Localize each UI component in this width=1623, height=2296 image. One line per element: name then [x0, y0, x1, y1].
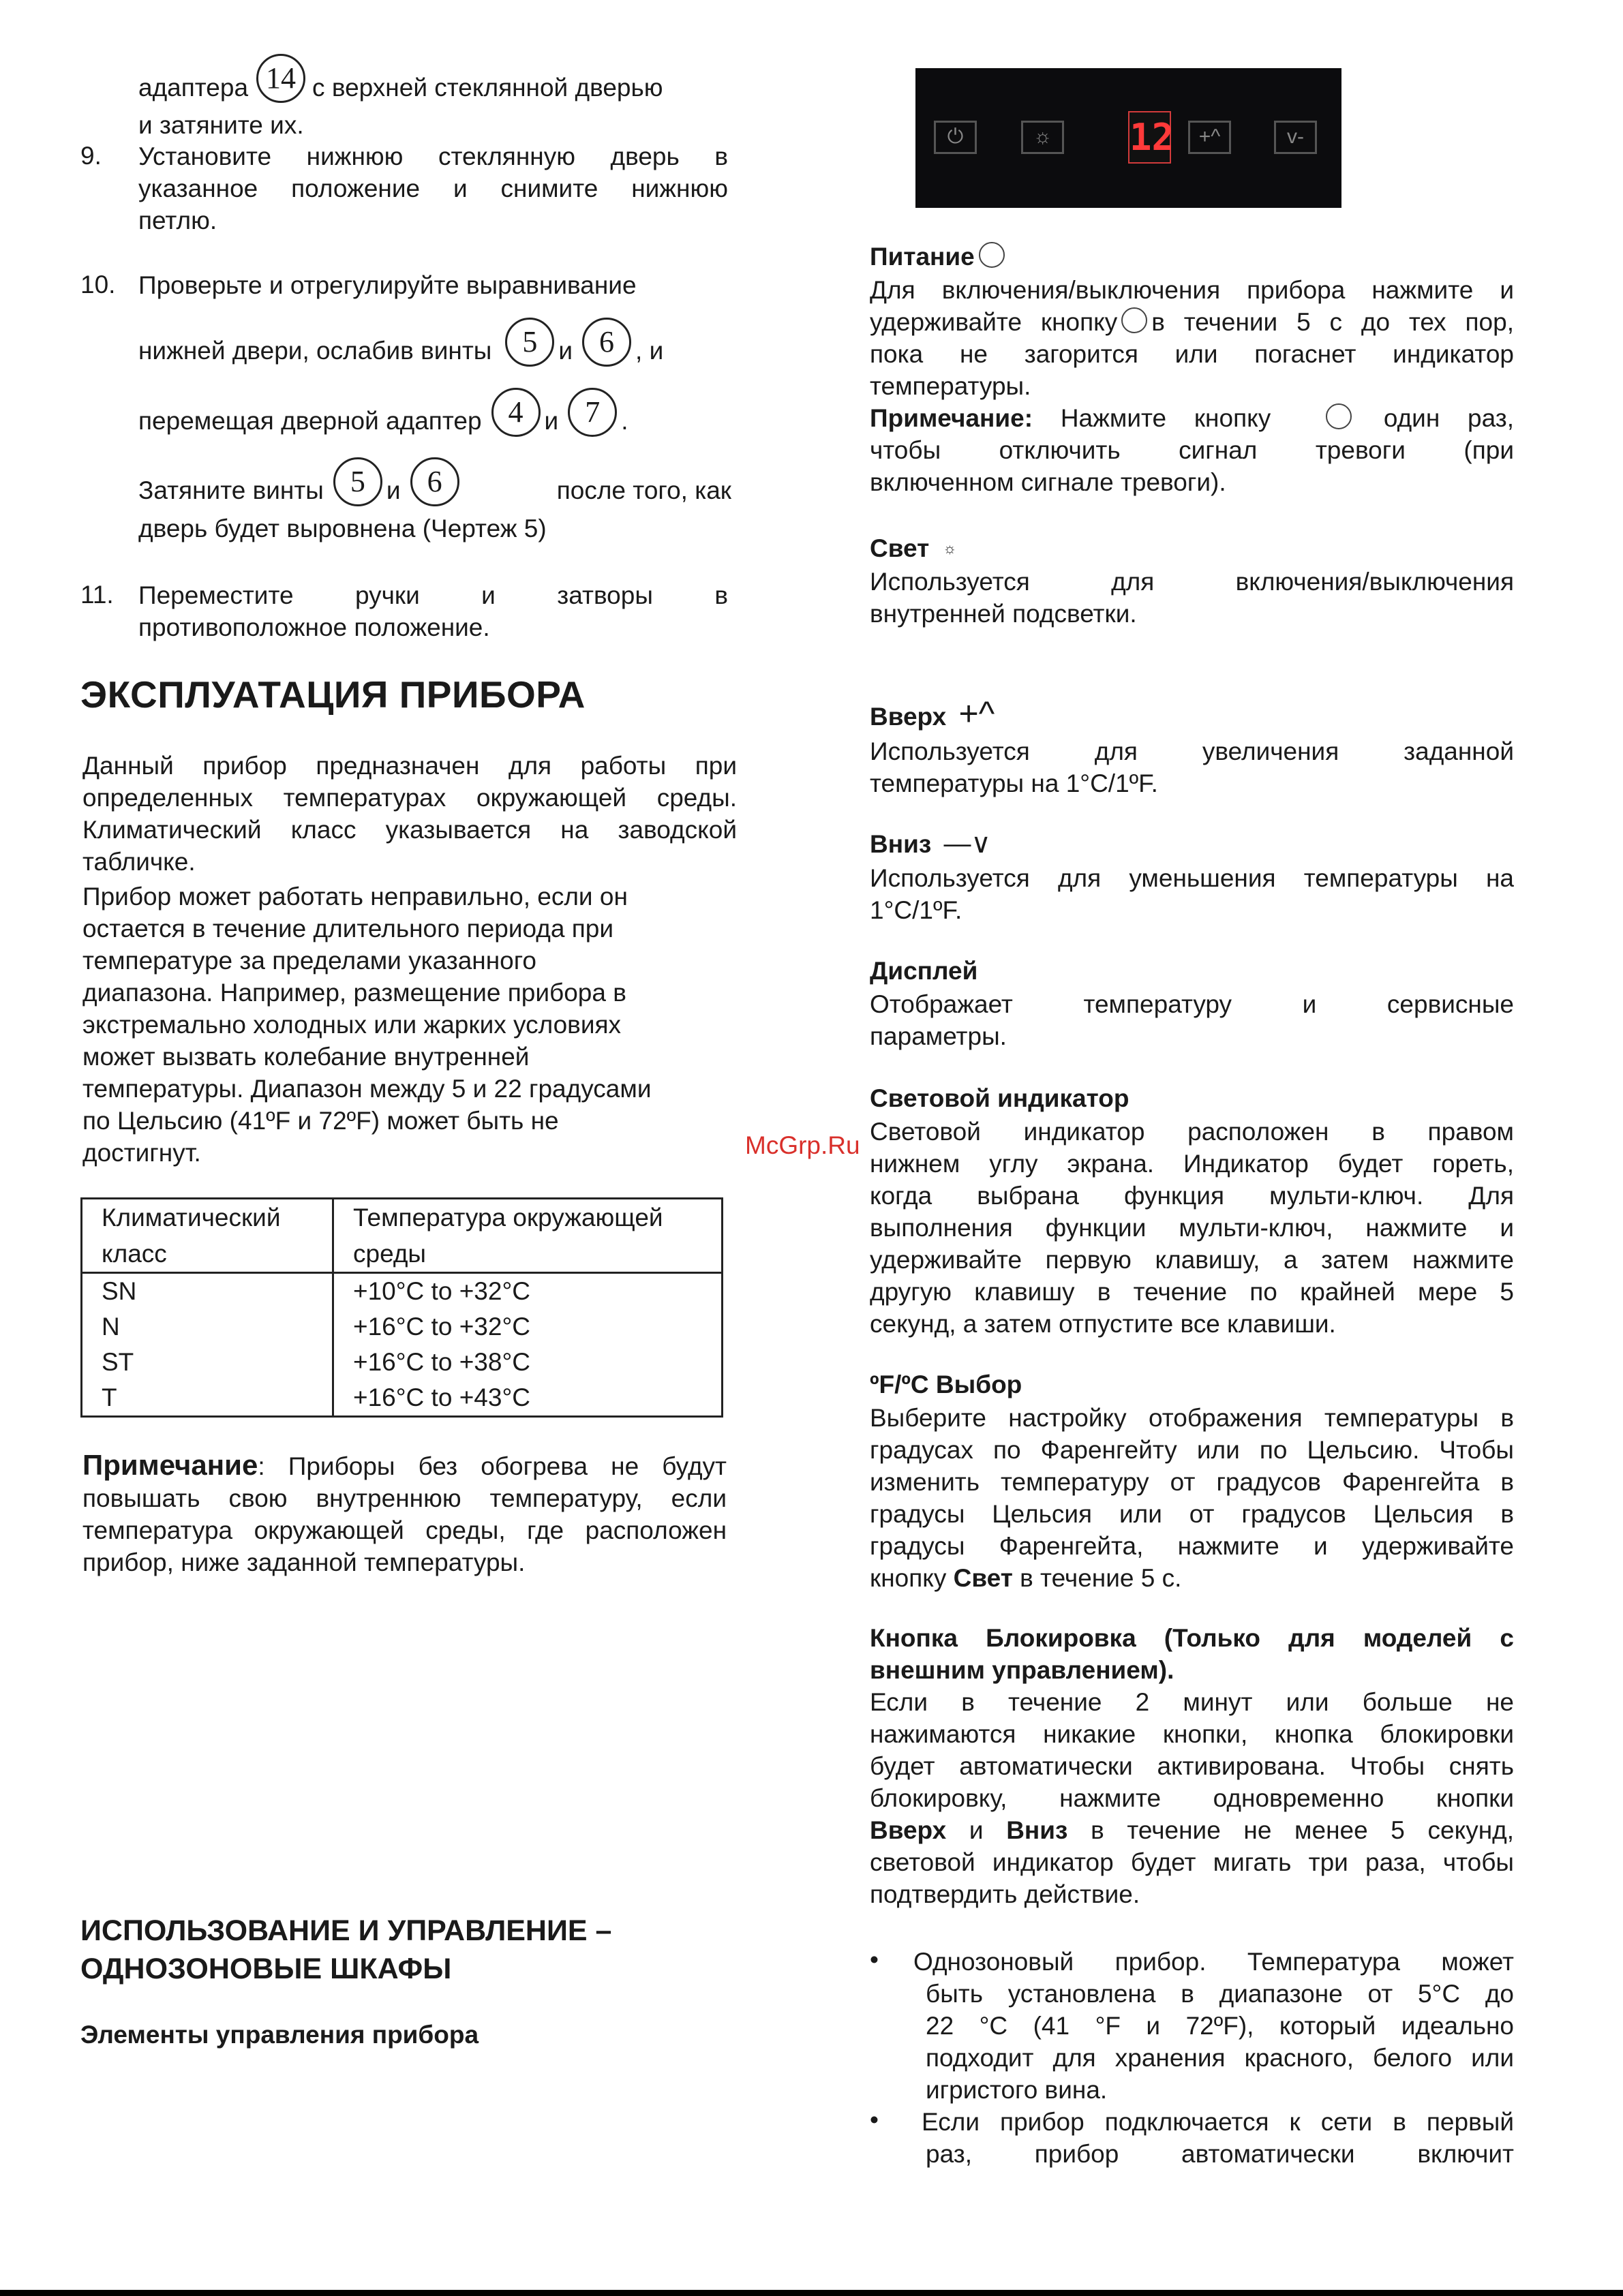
light-button-icon: ☼ [1021, 121, 1064, 154]
screw-5-circle: 5 [505, 318, 554, 367]
table-header-temp: Температура окружающей среды [333, 1199, 723, 1273]
bullet-item-2: Если прибор подключается к сети в первый раз, прибор автоматически включит [922, 2108, 1514, 2168]
step10-line3: перемещая дверной адаптер 4 и 7 . [138, 384, 628, 438]
note-label: Примечание [82, 1449, 258, 1481]
step11-line1: Переместите ручки и затворы в [138, 581, 728, 609]
step9-line3: петлю. [138, 206, 217, 234]
step10-line1: Проверьте и отрегулируйте выравнивание [138, 271, 637, 299]
step9-line2: указанное положение и снимите нижнюю [138, 174, 728, 202]
table-row: ST +16°C to +38°C [82, 1345, 723, 1380]
table-row: N +16°C to +32°C [82, 1309, 723, 1345]
note-paragraph: Примечание: Приборы без обогрева не будут повышать свою внутреннюю температуру, если температура окружающей среды, где расположен прибор, ниже заданной температуры. [82, 1449, 727, 1576]
temperature-display: 12 [1128, 111, 1171, 164]
step9-number: 9. [80, 142, 102, 170]
power-button-icon: ⏻ [934, 121, 977, 154]
bullet-item-1: Однозоновый прибор. Температура может быть установлена в диапазоне от 5°C до 22 °C (41 °F и 72ºF), который идеально подходит для хранения красного, белого или игристого вина. [913, 1948, 1514, 2104]
power-symbol-icon [1121, 307, 1147, 333]
up-symbol-icon: +^ [958, 694, 995, 733]
light-section: Свет ☼ Используется для включения/выключения внутренней подсветки. [870, 534, 1514, 628]
step11-number: 11. [80, 581, 114, 609]
screw-6b-circle: 6 [410, 457, 459, 506]
step9-line1: Установите нижнюю стеклянную дверь в [138, 142, 728, 170]
fc-section: ºF/ºC Выбор Выберите настройку отображения температуры в градусах по Фаренгейту или по Цельсию. Чтобы изменить температуру от градусов Фаренгейта в градусы Цельсия или от градусов Цельсия в градусы Фаренгейта, нажмите и удерживайте кнопку Свет в течение 5 с. [870, 1368, 1514, 1594]
lock-title-line1: Кнопка Блокировка (Только для моделей с [870, 1624, 1514, 1652]
step10-line5: дверь будет выровнена (Чертеж 5) [138, 515, 547, 542]
screw-5b-circle: 5 [333, 457, 382, 506]
indicator-title: Световой индикатор [870, 1084, 1129, 1112]
power-symbol-icon [1326, 403, 1352, 429]
up-title: Вверх [870, 703, 947, 731]
section-title-operation: ЭКСПЛУАТАЦИЯ ПРИБОРА [80, 673, 586, 716]
down-button-icon: v- [1274, 121, 1317, 154]
step10-line4: Затяните винты 5 и 6 после того, как [138, 453, 731, 508]
intro-paragraph: Данный прибор предназначен для работы при определенных температурах окружающей среды. Климатический класс указывается на заводской табличке. Прибор может работать неправильно, если он остается в течение длительного периода при температуре за пределами указанного диапазона. Например, размещение прибора в экстремально холодных или жарких условиях может вызвать колебание внутренней температуры. Диапазон между 5 и 22 градусами по Цельсию (41ºF и 72ºF) может быть не достигнут. [82, 752, 737, 1167]
up-section: Вверх +^ Используется для увеличения заданной температуры на 1°C/1ºF. [870, 694, 1514, 797]
controls-heading: Элементы управления прибора [80, 2021, 479, 2049]
display-title: Дисплей [870, 957, 978, 985]
screw-6-circle: 6 [582, 318, 631, 367]
power-title: Питание [870, 243, 975, 271]
light-symbol-icon: ☼ [943, 540, 957, 557]
display-section: Дисплей Отображает температуру и сервисные параметры. [870, 954, 1514, 1052]
lock-title-line2: внешним управлением). [870, 1656, 1174, 1684]
climate-class-table [80, 1197, 723, 1418]
power-section: Питание Для включения/выключения прибора нажмите и удерживайте кнопку в течении 5 с до тех пор, пока не загорится или погаснет индикатор температуры. Примечание: Нажмите кнопку один раз, чтобы отключить сигнал тревоги (при включенном сигнале тревоги). [870, 243, 1515, 496]
step10-line2: нижней двери, ослабив винты 5 и 6 , и [138, 313, 663, 368]
table-row: T +16°C to +43°C [82, 1380, 723, 1417]
step10-number: 10. [80, 271, 116, 299]
lock-section: Кнопка Блокировка (Только для моделей с внешним управлением). Если в течение 2 минут или больше не нажимаются никакие кнопки, кнопка блокировки будет автоматически активирована. Чтобы снять блокировку, нажмите одновременно кнопки Вверх и Вниз в течение не менее 5 секунд, световой индикатор будет мигать три раза, чтобы подтвердить действие. [870, 1622, 1514, 1910]
part-14-circle: 14 [256, 54, 305, 103]
watermark-text: McGrp.Ru [745, 1131, 860, 1159]
light-title: Свет [870, 534, 930, 562]
down-title: Вниз [870, 830, 932, 858]
section-title-usage: ИСПОЛЬЗОВАНИЕ И УПРАВЛЕНИЕ – ОДНОЗОНОВЫЕ ШКАФЫ [80, 1914, 612, 1985]
adapter-7-circle: 7 [568, 388, 617, 437]
adapter-4-circle: 4 [491, 388, 541, 437]
step8-line1: адаптера 14 с верхней стеклянной дверью [138, 65, 731, 114]
table-header-class: Климатический класс [82, 1199, 333, 1273]
step11-line2: противоположное положение. [138, 613, 490, 641]
table-header-row [82, 1199, 723, 1273]
power-note-label: Примечание: [870, 404, 1033, 432]
bullet-marker: • [870, 2106, 879, 2134]
bullet-marker: • [870, 1946, 879, 1974]
power-symbol-icon [979, 242, 1005, 268]
indicator-section: Световой индикатор Световой индикатор расположен в правом нижнем углу экрана. Индикатор будет гореть, когда выбрана функция мульти-ключ. Для выполнения функции мульти-ключ, нажмите и удерживайте первую клавишу, а затем нажмите другую клавишу в течение по крайней мере 5 секунд, а затем отпустите все клавиши. [870, 1082, 1514, 1340]
fc-title: ºF/ºC Выбор [870, 1371, 1022, 1398]
table-row: SN +10°C to +32°C [82, 1273, 723, 1310]
bottom-border [0, 2290, 1623, 2296]
down-symbol-icon: —∨ [943, 829, 991, 859]
down-section: Вниз —∨ Используется для уменьшения температуры на 1°C/1ºF. [870, 829, 1514, 924]
step8-line2: и затяните их. [138, 111, 304, 139]
up-button-icon: +^ [1188, 121, 1231, 154]
